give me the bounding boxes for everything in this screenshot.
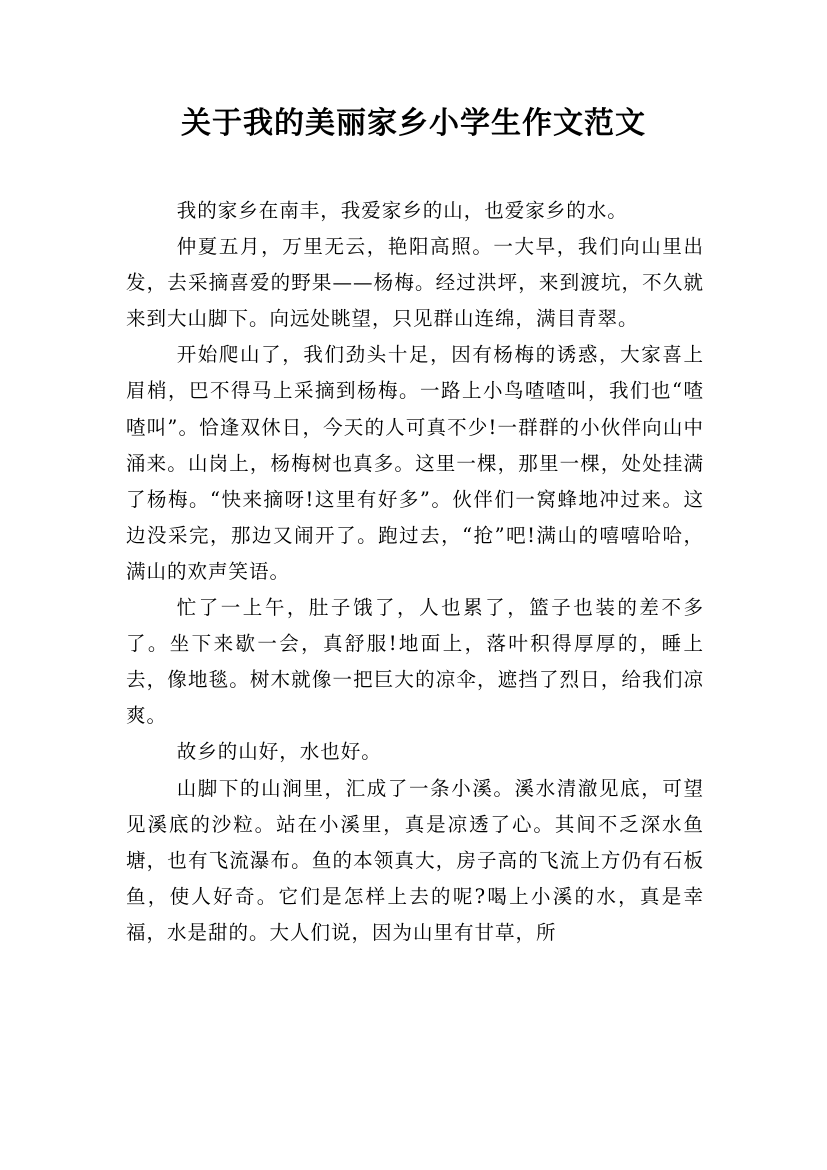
document-body (126, 193, 704, 951)
paragraph-5: 故乡的山好，水也好。 (176, 740, 382, 764)
document-title: 关于我的美丽家乡小学生作文范文 (181, 106, 646, 141)
paragraph-6: 山脚下的山涧里，汇成了一条小溪。溪水清澈见底，可望见溪底的沙粒。站在小溪里，真是凉透了心。其间不乏深水鱼塘，也有飞流瀑布。鱼的本领真大，房子高的飞流上方仍有石板鱼，使人好奇。它们是怎样上去的呢?喝上小溪的水，真是幸福，水是甜的。大人们说，因为山里有甘草，所 (126, 776, 704, 944)
paragraph-4: 忙了一上午，肚子饿了，人也累了，篮子也装的差不多了。坐下来歇一会，真舒服!地面上，落叶积得厚厚的，睡上去，像地毯。树木就像一把巨大的凉伞，遮挡了烈日，给我们凉爽。 (126, 596, 704, 728)
paragraph-3: 开始爬山了，我们劲头十足，因有杨梅的诱惑，大家喜上眉梢，巴不得马上采摘到杨梅。一路上小鸟喳喳叫，我们也“喳喳叫”。恰逢双休日，今天的人可真不少!一群群的小伙伴向山中涌来。山岗上，杨梅树也真多。这里一棵，那里一棵，处处挂满了杨梅。“快来摘呀!这里有好多”。伙伴们一窝蜂地冲过来。这边没采完，那边又闹开了。跑过去，“抢”吧!满山的嘻嘻哈哈，满山的欢声笑语。 (126, 343, 704, 583)
paragraph-1: 我的家乡在南丰，我爱家乡的山，也爱家乡的水。 (176, 199, 628, 222)
paragraph-2: 仲夏五月，万里无云，艳阳高照。一大早，我们向山里出发，去采摘喜爱的野果——杨梅。经过洪坪，来到渡坑，不久就来到大山脚下。向远处眺望，只见群山连绵，满目青翠。 (126, 235, 704, 331)
